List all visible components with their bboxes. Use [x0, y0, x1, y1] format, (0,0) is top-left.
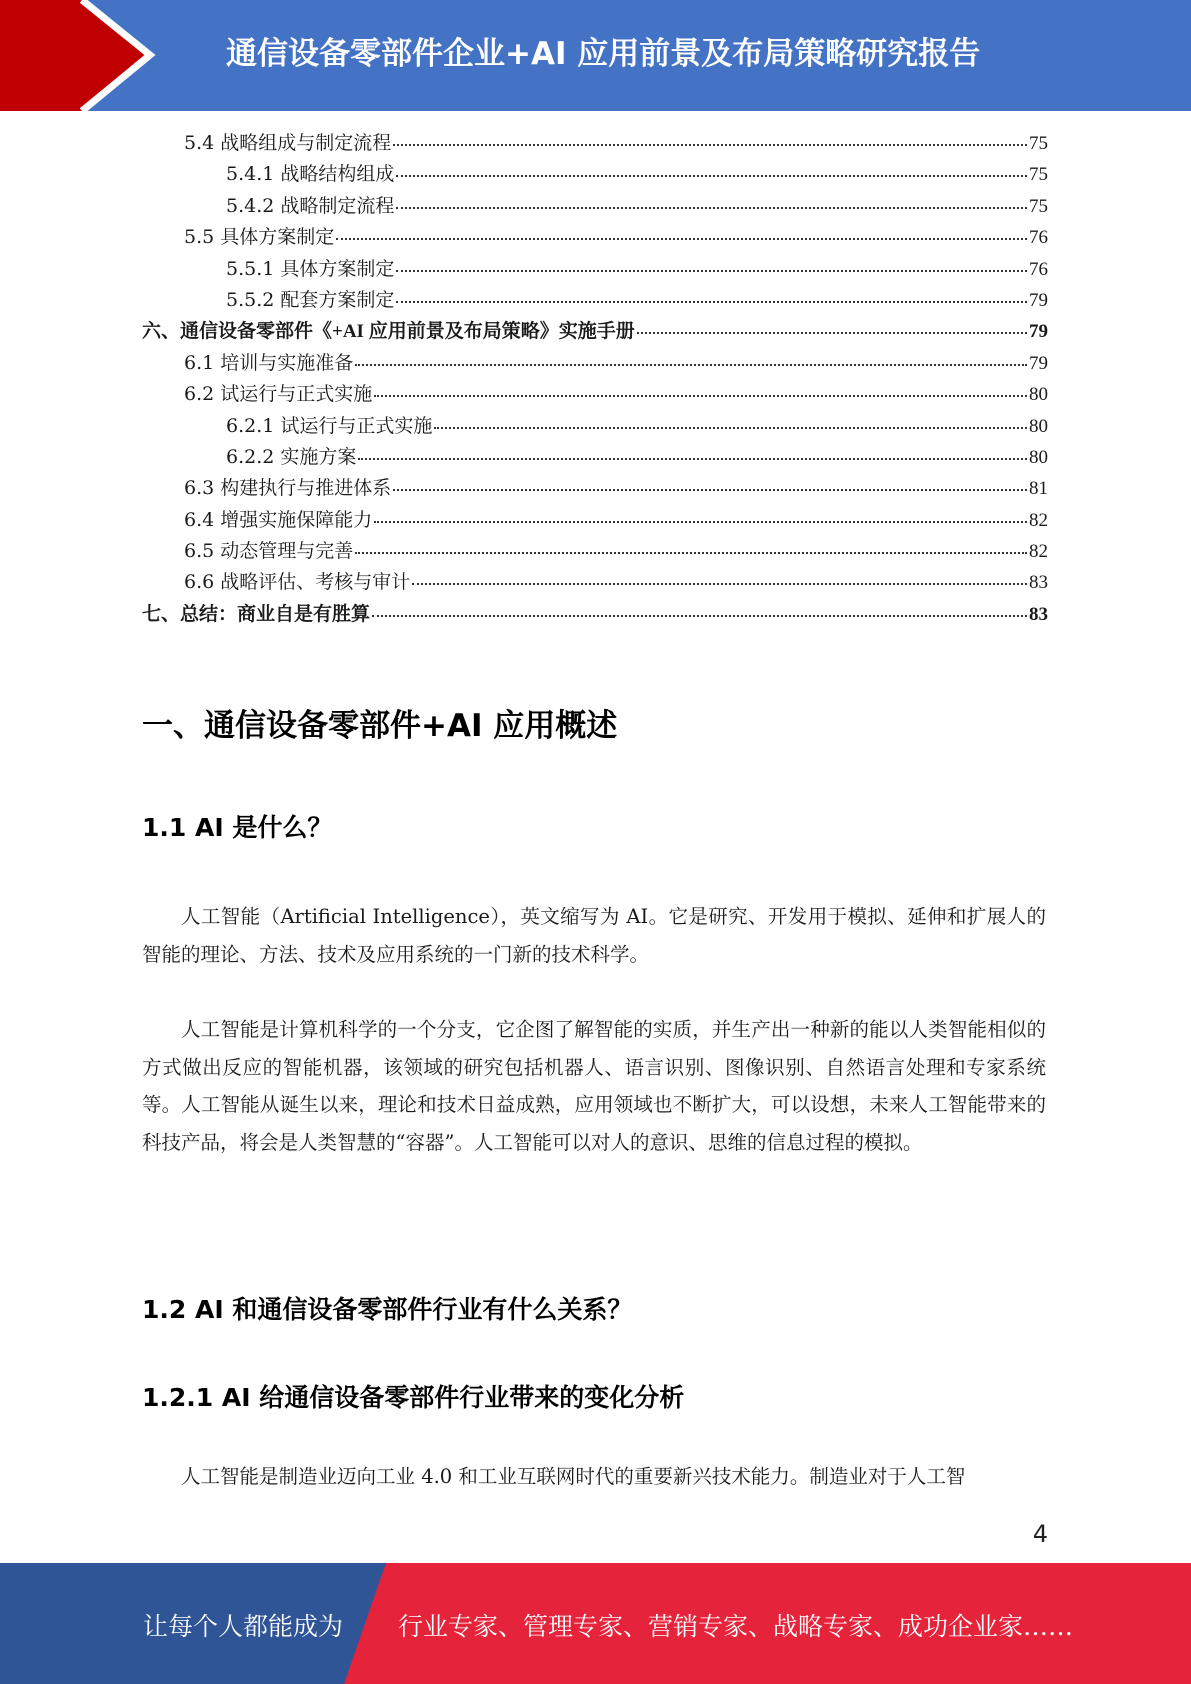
toc-leader-dots	[336, 233, 1027, 240]
toc-leader-dots	[372, 610, 1027, 617]
toc-leader-dots	[374, 390, 1027, 397]
toc-entry-label: 6.3 构建执行与推进体系	[184, 477, 392, 500]
toc-entry-label: 6.2 试运行与正式实施	[184, 383, 373, 406]
section-heading: 1.1 AI 是什么？	[142, 813, 333, 842]
toc-entry-label: 5.4.1 战略结构组成	[226, 163, 395, 186]
toc-entry[interactable]	[142, 191, 1048, 222]
chapter-heading: 一、通信设备零部件+AI 应用概述	[142, 708, 618, 744]
toc-entry[interactable]	[142, 567, 1048, 598]
toc-entry-label: 6.2.1 试运行与正式实施	[226, 414, 433, 437]
toc-leader-dots	[396, 170, 1027, 177]
toc-entry[interactable]	[142, 411, 1048, 442]
toc-entry-page: 76	[1029, 258, 1048, 280]
toc-entry-page: 82	[1029, 541, 1048, 563]
toc-entry-label: 5.5 具体方案制定	[184, 226, 335, 249]
toc-entry-label: 5.5.1 具体方案制定	[226, 257, 395, 280]
toc-entry-label: 5.5.2 配套方案制定	[226, 288, 395, 311]
toc-entry-label: 六、通信设备零部件《+AI 应用前景及布局策略》实施手册	[142, 321, 635, 343]
toc-leader-dots	[393, 139, 1027, 146]
toc-entry[interactable]	[142, 159, 1048, 190]
subsection-heading: 1.2.1 AI 给通信设备零部件行业带来的变化分析	[142, 1383, 685, 1412]
toc-leader-dots	[396, 296, 1027, 303]
body-paragraph: 人工智能是制造业迈向工业 4.0 和工业互联网时代的重要新兴技术能力。制造业对于人工智	[181, 1465, 966, 1488]
body-paragraph: 人工智能是计算机科学的一个分支，它企图了解智能的实质，并生产出一种新的能以人类智能相似的方式做出反应的智能机器，该领域的研究包括机器人、语言识别、图像识别、自然语言处理和专家系统等。人工智能从诞生以来，理论和技术日益成熟，应用领域也不断扩大，可以设想，未来人工智能带来的科技产品，将会是人类智慧的“容器”。人工智能可以对人的意识、思维的信息过程的模拟。	[142, 1018, 1046, 1154]
section-heading: 1.2 AI 和通信设备零部件行业有什么关系？	[142, 1295, 633, 1324]
page-number: 4	[1032, 1520, 1048, 1548]
toc-entry-page: 75	[1029, 195, 1048, 217]
toc-leader-dots	[393, 484, 1027, 491]
toc-entry[interactable]	[142, 254, 1048, 285]
toc-entry[interactable]	[142, 285, 1048, 316]
toc-entry[interactable]	[142, 222, 1048, 253]
page-footer	[0, 1563, 1191, 1684]
table-of-contents	[142, 128, 1048, 630]
toc-entry[interactable]	[142, 379, 1048, 410]
toc-entry[interactable]	[142, 128, 1048, 159]
toc-leader-dots	[396, 202, 1027, 209]
toc-entry-page: 79	[1029, 352, 1048, 374]
toc-entry-page: 82	[1029, 509, 1048, 531]
page-header	[0, 0, 1191, 111]
toc-leader-dots	[358, 453, 1027, 460]
toc-entry-label: 6.1 培训与实施准备	[184, 351, 354, 374]
toc-entry-page: 83	[1029, 603, 1048, 625]
toc-leader-dots	[412, 578, 1027, 585]
toc-entry-label: 6.2.2 实施方案	[226, 445, 357, 468]
toc-entry-label: 5.4.2 战略制定流程	[226, 194, 395, 217]
report-title: 通信设备零部件企业+AI 应用前景及布局策略研究报告	[226, 36, 981, 72]
toc-entry[interactable]	[142, 536, 1048, 567]
body-paragraph: 人工智能（Artificial Intelligence），英文缩写为 AI。它是研究、开发用于模拟、延伸和扩展人的智能的理论、方法、技术及应用系统的一门新的技术科学。	[142, 905, 1046, 966]
toc-entry-page: 75	[1029, 164, 1048, 186]
toc-entry-label: 七、总结：商业自是有胜算	[142, 603, 371, 625]
toc-leader-dots	[434, 422, 1027, 429]
toc-chapter-entry[interactable]	[142, 599, 1048, 630]
toc-entry-page: 79	[1029, 289, 1048, 311]
toc-entry-page: 80	[1029, 384, 1048, 406]
toc-entry[interactable]	[142, 348, 1048, 379]
toc-entry-page: 83	[1029, 572, 1048, 594]
toc-entry[interactable]	[142, 473, 1048, 504]
toc-entry-label: 5.4 战略组成与制定流程	[184, 132, 392, 154]
toc-leader-dots	[396, 265, 1027, 272]
toc-entry-page: 75	[1029, 133, 1048, 154]
footer-slogan-left: 让每个人都能成为	[143, 1612, 344, 1641]
toc-entry-label: 6.5 动态管理与完善	[184, 540, 354, 563]
footer-slogan-right: 行业专家、管理专家、营销专家、战略专家、成功企业家……	[398, 1612, 1074, 1641]
toc-entry-page: 80	[1029, 415, 1048, 437]
toc-entry-page: 81	[1029, 478, 1048, 500]
toc-chapter-entry[interactable]	[142, 316, 1048, 347]
toc-entry-page: 79	[1029, 321, 1048, 343]
toc-leader-dots	[374, 516, 1027, 523]
toc-leader-dots	[355, 547, 1027, 554]
toc-entry-label: 6.6 战略评估、考核与审计	[184, 571, 411, 594]
toc-entry[interactable]	[142, 505, 1048, 536]
toc-entry[interactable]	[142, 442, 1048, 473]
toc-leader-dots	[355, 359, 1027, 366]
toc-entry-page: 80	[1029, 446, 1048, 468]
toc-entry-page: 76	[1029, 227, 1048, 249]
toc-leader-dots	[637, 327, 1027, 334]
toc-entry-label: 6.4 增强实施保障能力	[184, 508, 373, 531]
